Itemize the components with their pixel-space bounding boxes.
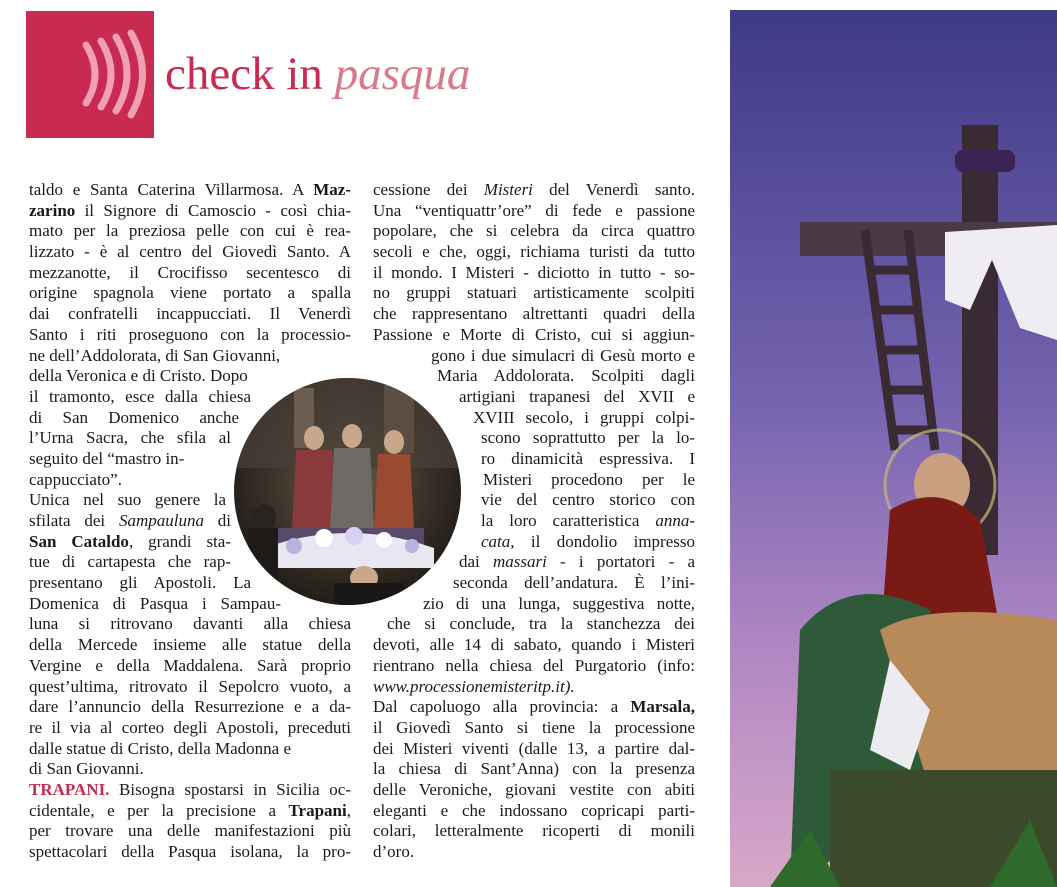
- text-line: [29, 346, 351, 367]
- text-segment: , grandi sta-: [128, 531, 231, 551]
- text-line: [29, 408, 239, 429]
- text-segment: il mondo. I Misteri - diciotto in tutto - so-: [373, 262, 695, 282]
- text-segment: anna-: [655, 511, 695, 530]
- text-segment: luna si ritrovano davanti alla chiesa: [29, 614, 351, 634]
- place-name: Maz-: [313, 180, 351, 199]
- text-line: [29, 697, 351, 718]
- text-segment: seconda dell’andatura. È l’ini-: [453, 573, 695, 593]
- text-line: [483, 470, 695, 491]
- sound-waves-icon: [26, 11, 154, 138]
- text-segment: Passione e Morte di Cristo, cui si aggiun-: [373, 324, 695, 344]
- text-line: [29, 780, 351, 801]
- text-line: [473, 408, 695, 429]
- text-segment: lizzato - è al centro del Giovedì Santo. A: [29, 242, 351, 262]
- text-segment: devoti, alle 14 di sabato, quando i Misteri: [373, 635, 695, 655]
- crucifix-statue-photo: [730, 10, 1057, 887]
- text-segment: dalle statue di Cristo, della Madonna e: [29, 738, 292, 758]
- text-line: [481, 449, 695, 470]
- text-line: [29, 511, 231, 532]
- text-line: [373, 283, 695, 304]
- text-segment: XVIII secolo, i gruppi colpi-: [473, 407, 695, 427]
- text-segment: re il via al corteo degli Apostoli, preceduti: [29, 717, 351, 737]
- text-segment: dai: [459, 552, 493, 572]
- text-line: [481, 511, 695, 532]
- text-segment: - i portatori - a: [546, 552, 695, 572]
- text-line: [29, 366, 246, 387]
- text-segment: spettacolari della Pasqua isolana, la pro-: [29, 842, 351, 861]
- text-line: [29, 573, 251, 594]
- text-line: [431, 346, 695, 367]
- text-segment: no gruppi statuari artisticamente scolpiti: [373, 283, 695, 303]
- text-segment: Santo i riti proseguono con la processio-: [29, 324, 351, 344]
- text-segment: taldo e Santa Caterina Villarmosa. A: [29, 180, 314, 199]
- text-segment: dai confratelli incappucciati. Il Venerdì: [29, 304, 351, 324]
- section-heading-trapani: TRAPANI.: [29, 779, 110, 799]
- text-line: [29, 221, 351, 242]
- text-line: [29, 180, 351, 201]
- text-line: [481, 428, 695, 449]
- text-line: [459, 387, 695, 408]
- text-segment: delle Veroniche, giovani vestite con abiti: [373, 779, 695, 799]
- text-line: [29, 821, 351, 842]
- text-segment: cessione dei: [373, 180, 484, 199]
- text-segment: seguito del “mastro in-: [29, 448, 185, 468]
- text-segment: del Venerdì santo.: [532, 180, 696, 199]
- text-segment: sfilata dei: [29, 511, 119, 530]
- text-segment: gono i due simulacri di Gesù morto e: [431, 345, 695, 365]
- text-segment: cappucciato”.: [29, 469, 122, 489]
- text-line: [29, 428, 231, 449]
- text-segment: quest’ultima, ritrovato il Sepolcro vuoto, a: [29, 676, 351, 696]
- place-name: San Cataldo: [29, 531, 129, 551]
- text-segment: Misteri procedono per le: [483, 469, 695, 489]
- text-line: [373, 739, 695, 760]
- title-word-check-in: check in: [165, 48, 323, 100]
- text-line: [453, 573, 695, 594]
- text-segment: la loro caratteristica: [481, 511, 656, 530]
- place-name: zarino: [29, 200, 76, 220]
- text-line: [373, 635, 695, 656]
- text-segment: presentano gli Apostoli. La: [29, 573, 251, 593]
- text-line: [481, 532, 695, 553]
- text-line: [29, 656, 351, 677]
- text-line: [29, 387, 251, 408]
- place-name: Trapani: [288, 800, 347, 820]
- text-line: [29, 614, 351, 635]
- text-line: [373, 656, 695, 677]
- text-line: [373, 180, 695, 201]
- text-line: [29, 304, 351, 325]
- text-line: [29, 490, 226, 511]
- text-line: [373, 263, 695, 284]
- text-segment: zio di una lunga, suggestiva notte,: [423, 593, 695, 613]
- text-line: [29, 635, 351, 656]
- text-segment: l’Urna Sacra, che sfila al: [29, 428, 231, 448]
- text-segment: mezzanotte, il Crocifisso secentesco di: [29, 262, 351, 282]
- text-segment: il dondolio impresso: [514, 531, 695, 551]
- text-segment: che si conclude, tra la stanchezza dei: [387, 614, 695, 634]
- text-line: [373, 221, 695, 242]
- text-segment: Dal capoluogo alla provincia: a: [373, 697, 631, 717]
- text-segment: mato per la preziosa pelle con cui è rea-: [29, 221, 351, 241]
- text-segment: il Giovedì Santo si tiene la processione: [373, 717, 695, 737]
- text-line: [459, 552, 695, 573]
- text-segment: vie del centro storico con: [481, 490, 695, 510]
- text-line: [29, 263, 351, 284]
- text-segment: della Mercede insieme alle statue della: [29, 635, 351, 655]
- text-line: [29, 449, 231, 470]
- place-name: Marsala,: [630, 697, 695, 717]
- text-segment: che rappresentano altrettanti quadri della: [373, 304, 695, 324]
- text-segment: scono soprattutto per la lo-: [481, 428, 695, 448]
- text-segment: Maria Addolorata. Scolpiti dagli: [437, 366, 695, 386]
- text-segment: tue di cartapesta che rap-: [29, 552, 231, 572]
- procession-photo-circle: [234, 378, 461, 605]
- text-line: [373, 201, 695, 222]
- text-line: [373, 821, 695, 842]
- text-line: [373, 759, 695, 780]
- text-line: [373, 801, 695, 822]
- text-segment: dare l’annuncio della Resurrezione e a da-: [29, 697, 351, 717]
- text-segment: di San Domenico anche: [29, 407, 239, 427]
- text-segment: secoli e che, oggi, richiama turisti da tutto: [373, 242, 695, 262]
- text-segment: eleganti e che indossano copricapi parti-: [373, 800, 695, 820]
- text-line: [29, 677, 351, 698]
- text-line: [29, 718, 351, 739]
- text-line: [373, 325, 695, 346]
- text-segment: ro dinamicità espressiva. I: [481, 448, 695, 468]
- text-line: [29, 801, 351, 822]
- text-line: [387, 614, 695, 635]
- title-word-pasqua: pasqua: [334, 48, 471, 100]
- text-line: [481, 490, 695, 511]
- text-segment: per trovare una delle manifestazioni più: [29, 821, 351, 841]
- text-segment: massari: [492, 552, 547, 572]
- text-line: [29, 242, 351, 263]
- text-line: [29, 594, 281, 615]
- text-line: [29, 532, 231, 553]
- text-segment: il tramonto, esce dalla chiesa: [29, 386, 251, 406]
- text-line: [29, 739, 351, 760]
- text-line: [373, 718, 695, 739]
- text-line: [29, 470, 231, 491]
- text-line: [373, 304, 695, 325]
- text-segment: Vergine e della Maddalena. Sarà proprio: [29, 655, 351, 675]
- procession-statues-image: [234, 378, 461, 605]
- text-line: [29, 842, 351, 863]
- section-logo: [26, 11, 154, 138]
- text-segment: ne dell’Addolorata, di San Giovanni,: [29, 345, 281, 365]
- text-line: [29, 283, 351, 304]
- text-line: [29, 201, 351, 222]
- text-line: [373, 677, 695, 698]
- text-segment: Una “ventiquattr’ore” di fede e passione: [373, 200, 695, 220]
- text-line: [29, 759, 351, 780]
- text-segment: colari, letteralmente ricoperti di monili: [373, 821, 695, 841]
- text-segment: di: [203, 511, 231, 530]
- deposition-statue-image: [730, 10, 1057, 887]
- text-segment: artigiani trapanesi del XVII e: [459, 386, 695, 406]
- text-segment: il Signore di Camoscio - così chia-: [75, 200, 351, 220]
- text-line: [437, 366, 695, 387]
- text-segment: di San Giovanni.: [29, 759, 144, 779]
- text-segment: cidentale, e per la precisione a: [29, 800, 289, 820]
- text-line: [373, 780, 695, 801]
- text-segment: popolare, che si celebra da circa quattro: [373, 221, 695, 241]
- text-segment: Bisogna spostarsi in Sicilia oc-: [109, 779, 351, 799]
- text-segment: d’oro.: [373, 842, 415, 861]
- text-segment: Unica nel suo genere la: [29, 490, 226, 510]
- text-line: [373, 242, 695, 263]
- text-line: [29, 325, 351, 346]
- text-segment: Misteri: [483, 180, 533, 199]
- text-line: [423, 594, 695, 615]
- text-segment: Domenica di Pasqua i Sampau-: [29, 593, 281, 613]
- text-segment: origine spagnola viene portato a spalla: [29, 283, 351, 303]
- text-segment: cata,: [481, 531, 515, 551]
- page-title: [165, 46, 470, 102]
- text-segment: rientrano nella chiesa del Purgatorio (info:: [373, 655, 695, 675]
- text-segment: della Veronica e di Cristo. Dopo: [29, 366, 248, 386]
- text-segment: la chiesa di Sant’Anna) con la presenza: [373, 759, 695, 779]
- text-segment: ,: [346, 800, 351, 820]
- text-line: [373, 697, 695, 718]
- text-line: [29, 552, 231, 573]
- text-segment: dei Misteri viventi (dalle 13, a partire dal-: [373, 738, 695, 758]
- text-segment: www.processionemisteritp.it).: [373, 676, 575, 696]
- text-line: [373, 842, 695, 863]
- text-segment: Sampauluna: [118, 511, 204, 530]
